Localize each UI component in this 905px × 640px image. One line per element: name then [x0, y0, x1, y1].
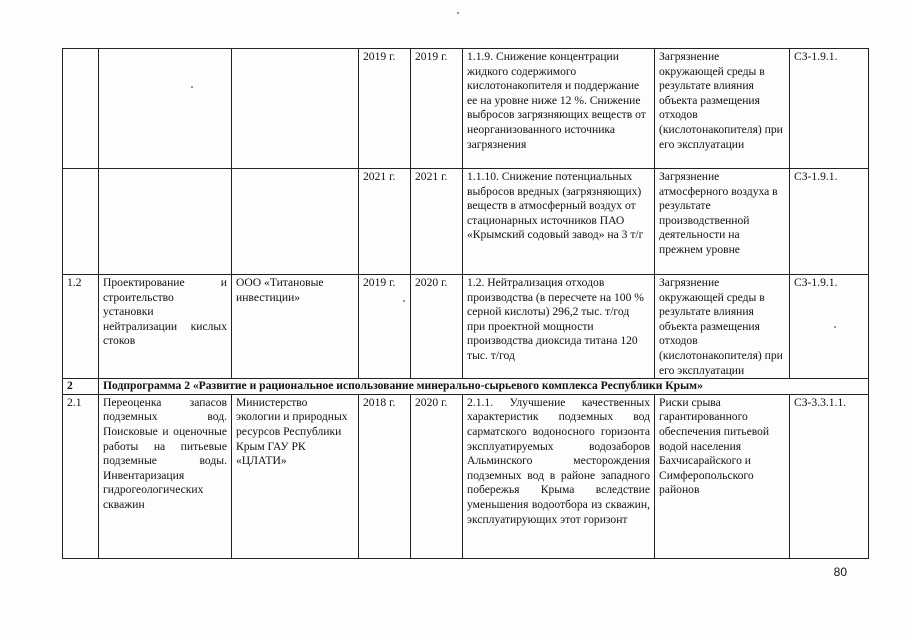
- page-number: 80: [833, 565, 847, 579]
- end-year-cell: 2019 г.: [411, 49, 463, 169]
- executor-cell: [232, 169, 359, 275]
- risk-cell: Загрязнение атмосферного воздуха в результате производственной деятельности на прежнем уровне: [655, 169, 790, 275]
- row-number: 1.2: [63, 275, 99, 379]
- start-year-cell: 2019 г.: [359, 49, 411, 169]
- start-year-cell: 2019 г.: [359, 275, 411, 379]
- code-cell: СЗ-1.9.1.: [790, 169, 869, 275]
- risk-cell: Загрязнение окружающей среды в результате влияния объекта размещения отходов (кислотонакопителя) при его эксплуатации: [655, 49, 790, 169]
- code-cell: СЗ-3.3.1.1.: [790, 394, 869, 558]
- event-cell: Переоценка запасов подземных вод. Поисковые и оценочные работы на питьевые подземные воды. Инвентаризация гидрогеологических скважин: [99, 394, 232, 558]
- event-cell: [99, 169, 232, 275]
- start-year-cell: 2018 г.: [359, 394, 411, 558]
- section-number: 2: [63, 379, 99, 395]
- section-header-row: [63, 379, 869, 395]
- executor-cell: Министерство экологии и природных ресурсов Республики Крым ГАУ РК «ЦЛАТИ»: [232, 394, 359, 558]
- end-year-cell: 2020 г.: [411, 394, 463, 558]
- code-cell: СЗ-1.9.1.: [790, 49, 869, 169]
- table-row: [63, 275, 869, 379]
- risk-cell: Загрязнение окружающей среды в результате влияния объекта размещения отходов (кислотонакопителя) при его эксплуатации: [655, 275, 790, 379]
- executor-cell: ООО «Титановые инвестиции»: [232, 275, 359, 379]
- row-number: [63, 169, 99, 275]
- scan-speck: [457, 12, 459, 14]
- scan-speck: [403, 300, 405, 302]
- scan-speck: [834, 326, 836, 328]
- event-cell: Проектирование и строительство установки нейтрализации кислых стоков: [99, 275, 232, 379]
- indicator-cell: 2.1.1. Улучшение качественных характеристик подземных вод сарматского водоносного горизонта эксплуатируемых водозаборов Альминского месторождения подземных вод в районе западного побережья Крыма вследствие уменьшения водоотбора из скважин, эксплуатирующих этот горизонт: [463, 394, 655, 558]
- scan-speck: [191, 86, 193, 88]
- table-row: [63, 49, 869, 169]
- program-table: [62, 48, 869, 559]
- end-year-cell: 2021 г.: [411, 169, 463, 275]
- code-cell: СЗ-1.9.1.: [790, 275, 869, 379]
- table-row: [63, 169, 869, 275]
- row-number: 2.1: [63, 394, 99, 558]
- indicator-cell: 1.2. Нейтрализация отходов производства (в пересчете на 100 % серной кислоты) 296,2 тыс. т/год при проектной мощности производства диоксида титана 120 тыс. т/год: [463, 275, 655, 379]
- indicator-cell: 1.1.10. Снижение потенциальных выбросов вредных (загрязняющих) веществ в атмосферный воздух от стационарных источников ПАО «Крымский содовый завод» на 3 т/г: [463, 169, 655, 275]
- table-row: [63, 394, 869, 558]
- executor-cell: [232, 49, 359, 169]
- section-title: Подпрограмма 2 «Развитие и рациональное использование минерально-сырьевого комплекса Республики Крым»: [99, 379, 869, 395]
- start-year-cell: 2021 г.: [359, 169, 411, 275]
- row-number: [63, 49, 99, 169]
- event-cell: [99, 49, 232, 169]
- risk-cell: Риски срыва гарантированного обеспечения питьевой водой населения Бахчисарайского и Симферопольского районов: [655, 394, 790, 558]
- indicator-cell: 1.1.9. Снижение концентрации жидкого содержимого кислотонакопителя и поддержание ее на уровне ниже 12 %. Снижение выбросов загрязняющих веществ от неорганизованного источника загрязнения: [463, 49, 655, 169]
- end-year-cell: 2020 г.: [411, 275, 463, 379]
